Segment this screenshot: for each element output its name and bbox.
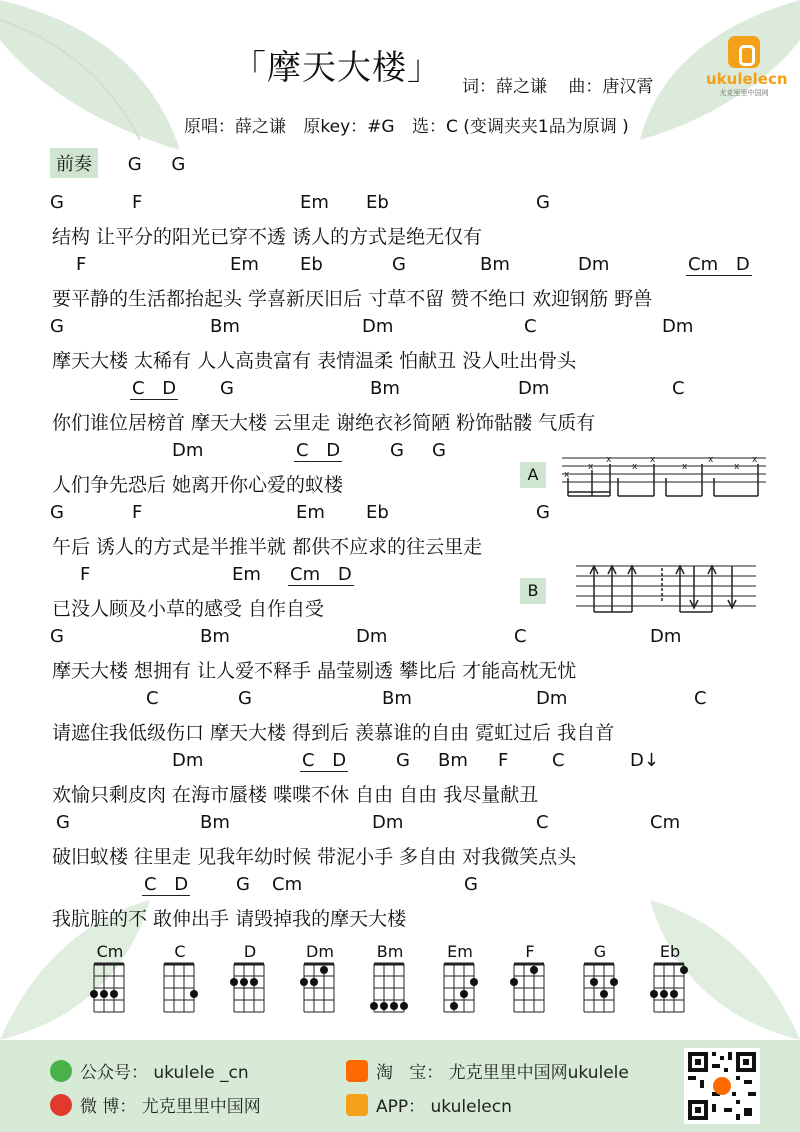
lyric-text: 人们争先恐后 她离开你心爱的蚁楼 — [52, 474, 344, 496]
chord-symbol: C — [514, 626, 527, 647]
lyric-text: 你们谁位居榜首 摩天大楼 云里走 谢绝衣衫简陋 粉饰骷髅 气质有 — [52, 412, 596, 434]
chord-symbol: C — [536, 812, 549, 833]
wechat-icon — [50, 1060, 72, 1082]
lyric-text: 已没人顾及小草的感受 自作自受 — [52, 598, 325, 620]
chord-diagram — [300, 942, 340, 1022]
svg-text:x: x — [682, 462, 688, 472]
lyric-line — [50, 626, 770, 688]
chord-fretboard-icon — [650, 962, 690, 1018]
chord-symbol: Bm — [200, 812, 230, 833]
chord-symbol: Eb — [366, 192, 389, 213]
chord-symbol: Bm — [210, 316, 240, 337]
chord-diagram — [580, 942, 620, 1022]
lyric-line — [50, 812, 770, 874]
chord-symbol: Bm — [382, 688, 412, 709]
chord-fretboard-icon — [300, 962, 340, 1018]
chord-symbol: C D — [132, 378, 177, 399]
song-title: 「摩天大楼」 — [232, 48, 442, 88]
chord-symbol: G — [50, 316, 64, 337]
taobao-icon — [346, 1060, 368, 1082]
pattern-b-label: B — [520, 578, 546, 604]
chord-symbol: F — [498, 750, 509, 771]
chord-symbol: Bm — [438, 750, 468, 771]
original-singer: 原唱：薛之谦 — [184, 117, 286, 137]
wechat-account[interactable] — [50, 1058, 249, 1083]
strum-pattern-a — [562, 452, 766, 502]
lyric-text: 破旧蚁楼 往里走 见我年幼时候 带泥小手 多自由 对我微笑点头 — [52, 846, 577, 868]
leaf-decoration-icon — [0, 0, 200, 160]
chord-symbol: C — [552, 750, 565, 771]
chord-symbol: Bm — [200, 626, 230, 647]
chord-symbol: C D — [296, 440, 341, 461]
chord-symbol: F — [76, 254, 87, 275]
chord-symbol: G — [56, 812, 70, 833]
lyric-line — [50, 192, 770, 254]
qr-code-icon — [684, 1048, 760, 1124]
chord-diagram — [440, 942, 480, 1022]
weibo-text: 微 博： 尤克里里中国网 — [80, 1097, 261, 1117]
chord-diagram — [370, 942, 410, 1022]
wechat-text: 公众号： ukulele _cn — [80, 1063, 249, 1083]
chord-diagram-name: Em — [447, 942, 473, 961]
song-meta — [184, 112, 641, 137]
chord-symbol: Em — [230, 254, 259, 275]
chord-diagram-name: Cm — [96, 942, 124, 961]
chord-symbol: G — [536, 192, 550, 213]
app-icon — [346, 1094, 368, 1116]
chord-symbol: Dm — [172, 750, 204, 771]
intro-chord: G — [171, 154, 186, 175]
chord-symbol: Dm — [578, 254, 610, 275]
svg-text:x: x — [606, 455, 612, 465]
chord-fretboard-icon — [160, 962, 200, 1018]
lyric-text: 午后 诱人的方式是半推半就 都供不应求的往云里走 — [52, 536, 483, 558]
footer — [0, 1040, 800, 1132]
chord-symbol: Cm D — [688, 254, 750, 275]
taobao-text: 宝： 尤克里里中国网ukulele — [409, 1063, 629, 1083]
chord-symbol: G — [536, 502, 550, 523]
chord-symbol: Eb — [300, 254, 323, 275]
chord-symbol: Dm — [536, 688, 568, 709]
chord-diagram — [510, 942, 550, 1022]
lyric-line — [50, 378, 770, 440]
chord-symbol: Dm — [372, 812, 404, 833]
strum-pattern-b — [576, 562, 756, 616]
chord-diagram-name: D — [243, 942, 257, 961]
lyric-text: 请遮住我低级伤口 摩天大楼 得到后 羡慕谁的自由 霓虹过后 我自首 — [52, 722, 615, 744]
chord-diagram-name: Eb — [659, 942, 681, 961]
chord-symbol: G — [50, 626, 64, 647]
chord-symbol: Dm — [362, 316, 394, 337]
chord-fretboard-icon — [370, 962, 410, 1018]
chord-symbol: G — [238, 688, 252, 709]
svg-text:x: x — [708, 455, 714, 465]
chord-symbol: G — [396, 750, 410, 771]
app-text: APP： ukulelecn — [376, 1097, 512, 1117]
chord-symbol: Dm — [172, 440, 204, 461]
chord-symbol: G — [220, 378, 234, 399]
chord-symbol: D↓ — [630, 750, 659, 771]
lyric-text: 欢愉只剩皮肉 在海市蜃楼 喋喋不休 自由 自由 我尽量献丑 — [52, 784, 539, 806]
chord-symbol: F — [132, 502, 143, 523]
lyric-line — [50, 688, 770, 750]
chord-symbol: Bm — [480, 254, 510, 275]
chord-symbol: G — [236, 874, 250, 895]
chord-symbol: C — [146, 688, 159, 709]
chord-symbol: Em — [300, 192, 329, 213]
chord-diagram-row — [90, 942, 730, 1022]
chord-symbol: Cm D — [290, 564, 352, 585]
chord-symbol: Dm — [650, 626, 682, 647]
chord-diagram-name: Bm — [376, 942, 404, 961]
chord-symbol: F — [80, 564, 91, 585]
chord-symbol: C D — [302, 750, 347, 771]
chord-symbol: C D — [144, 874, 189, 895]
svg-text:x: x — [650, 455, 656, 465]
app-link[interactable] — [346, 1092, 512, 1117]
lyric-text: 要平静的生活都抬起头 学喜新厌旧后 寸草不留 赞不绝口 欢迎钢筋 野兽 — [52, 288, 653, 310]
chord-diagram-name: F — [525, 942, 535, 961]
logo-subtitle: 尤克里里中国网 — [719, 89, 769, 97]
chord-fretboard-icon — [90, 962, 130, 1018]
chord-fretboard-icon — [230, 962, 270, 1018]
chord-diagram — [230, 942, 270, 1022]
logo-name: ukulelecn — [706, 70, 788, 88]
chord-symbol: Dm — [356, 626, 388, 647]
chord-symbol: G — [392, 254, 406, 275]
chosen-key: 选：C (变调夹夹1品为原调 ) — [412, 117, 629, 137]
ukulele-logo-icon — [728, 36, 760, 68]
chord-diagram-name: G — [593, 942, 607, 961]
lyric-text: 摩天大楼 太稀有 人人高贵富有 表情温柔 怕献丑 没人吐出骨头 — [52, 350, 577, 372]
chord-symbol: Bm — [370, 378, 400, 399]
chord-diagram — [650, 942, 690, 1022]
lyric-line — [50, 750, 770, 812]
chord-symbol: G — [432, 440, 446, 461]
chord-symbol: Cm — [650, 812, 681, 833]
chord-symbol: G — [464, 874, 478, 895]
chord-symbol: C — [694, 688, 707, 709]
chord-symbol: C — [524, 316, 537, 337]
intro-chord: G — [127, 154, 142, 175]
chord-symbol: G — [50, 192, 64, 213]
chord-fretboard-icon — [440, 962, 480, 1018]
chord-diagram-name: C — [174, 942, 186, 961]
lyric-text: 摩天大楼 想拥有 让人爱不释手 晶莹剔透 攀比后 才能高枕无忧 — [52, 660, 577, 682]
pattern-a-label: A — [520, 462, 546, 488]
svg-text:x: x — [564, 470, 570, 480]
taobao-store[interactable] — [346, 1058, 629, 1083]
lyric-text: 结构 让平分的阳光已穿不透 诱人的方式是绝无仅有 — [52, 226, 483, 248]
lyric-line — [50, 502, 770, 564]
weibo-account[interactable] — [50, 1092, 261, 1117]
lyric-text: 我肮脏的不 敢伸出手 请毁掉我的摩天大楼 — [52, 908, 407, 930]
song-credits — [462, 72, 669, 97]
chord-symbol: Em — [296, 502, 325, 523]
chord-symbol: Cm — [272, 874, 303, 895]
chord-symbol: Eb — [366, 502, 389, 523]
weibo-icon — [50, 1094, 72, 1116]
chord-symbol: Em — [232, 564, 261, 585]
svg-text:x: x — [734, 462, 740, 472]
chord-symbol: G — [50, 502, 64, 523]
lyric-line — [50, 316, 770, 378]
svg-text:x: x — [752, 455, 758, 465]
original-key: 原key：#G — [303, 117, 395, 137]
svg-text:x: x — [632, 462, 638, 472]
chord-diagram — [90, 942, 130, 1022]
svg-text:x: x — [588, 462, 594, 472]
lyric-line — [50, 874, 770, 936]
lyric-line — [50, 254, 770, 316]
chord-diagram-name: Dm — [306, 942, 334, 961]
chord-symbol: F — [132, 192, 143, 213]
chord-symbol: Dm — [662, 316, 694, 337]
chord-symbol: G — [390, 440, 404, 461]
lyricist: 词：薛之谦 — [462, 77, 547, 97]
ukulelecn-logo — [706, 36, 788, 98]
chord-fretboard-icon — [510, 962, 550, 1018]
intro-section — [50, 148, 185, 178]
chord-diagram — [160, 942, 200, 1022]
composer: 曲：唐汉霄 — [568, 77, 654, 97]
chord-fretboard-icon — [580, 962, 620, 1018]
chord-symbol: Dm — [518, 378, 550, 399]
taobao-prefix: 淘 — [376, 1063, 393, 1083]
intro-label: 前奏 — [50, 148, 98, 178]
chord-symbol: C — [672, 378, 685, 399]
